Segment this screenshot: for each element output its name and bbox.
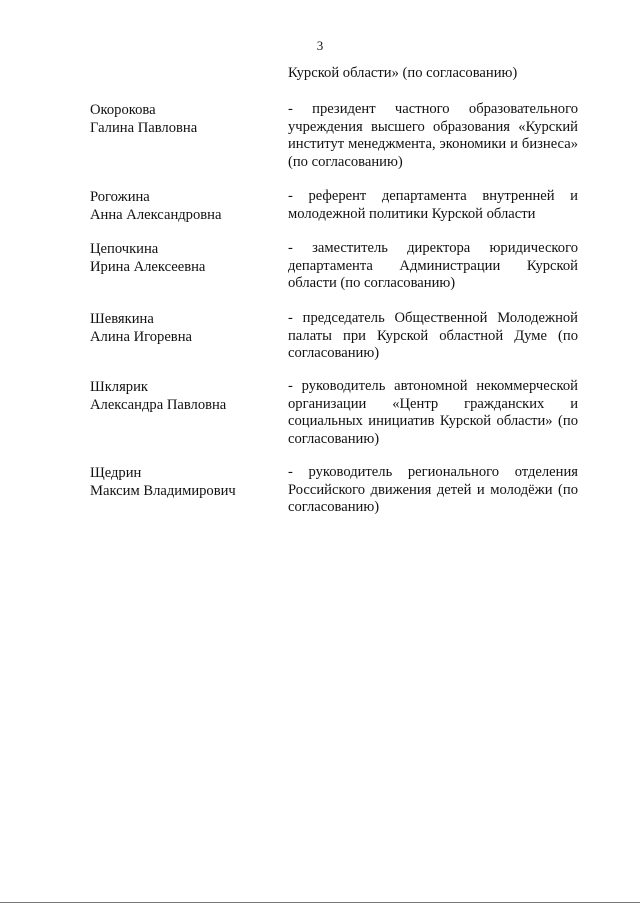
member-position: - референт департамента внутренней и молодежной политики Курской области (288, 188, 578, 222)
continued-text: Курской области» (по согласованию) (288, 65, 518, 81)
member-position: - заместитель директора юридического департамента Администрации Курской области (по согласованию) (288, 240, 578, 292)
page-edge-line (0, 902, 640, 903)
member-name (90, 464, 275, 500)
member-name (90, 310, 275, 346)
member-surname: Шклярик (90, 379, 149, 395)
member-surname: Щедрин (90, 465, 142, 481)
member-surname: Цепочкина (90, 241, 159, 257)
member-surname: Рогожина (90, 189, 150, 205)
member-name (90, 378, 275, 414)
member-given-name: Ирина Алексеевна (90, 259, 206, 275)
member-given-name: Галина Павловна (90, 120, 198, 136)
member-name (90, 101, 275, 137)
member-name (90, 188, 275, 224)
member-surname: Окорокова (90, 102, 156, 118)
member-position: - руководитель автономной некоммерческой организации «Центр гражданских и социальных инициатив Курской области» (по согласованию) (288, 378, 578, 447)
member-name (90, 240, 275, 276)
member-given-name: Максим Владимирович (90, 483, 236, 499)
member-position: - председатель Общественной Молодежной палаты при Курской областной Думе (по согласованию) (288, 310, 578, 362)
member-position: - руководитель регионального отделения Российского движения детей и молодёжи (по согласованию) (288, 464, 578, 516)
member-position: - президент частного образовательного учреждения высшего образования «Курский институт менеджмента, экономики и бизнеса» (по согласованию) (288, 101, 578, 170)
member-given-name: Александра Павловна (90, 397, 227, 413)
member-given-name: Анна Александровна (90, 207, 222, 223)
member-surname: Шевякина (90, 311, 154, 327)
page-number: 3 (316, 38, 324, 53)
member-given-name: Алина Игоревна (90, 329, 192, 345)
